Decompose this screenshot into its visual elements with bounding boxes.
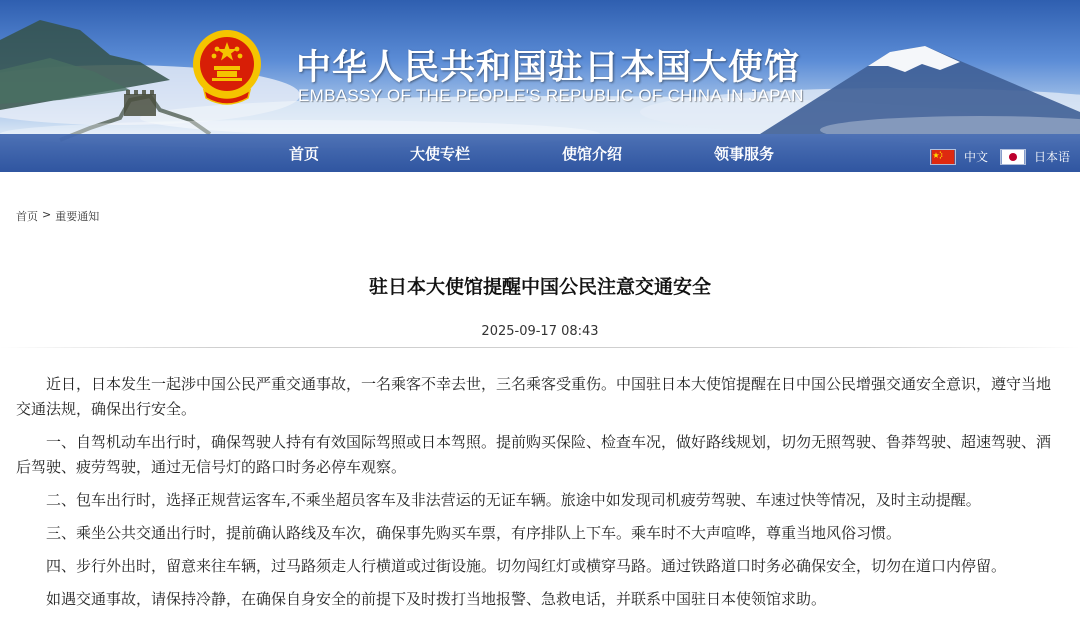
article-paragraph: 一、自驾机动车出行时，确保驾驶人持有有效国际驾照或日本驾照。提前购买保险、检查车况，做好路线规划，切勿无照驾驶、鲁莽驾驶、超速驾驶、酒后驾驶、疲劳驾驶，通过无信号灯的路口时务必停车观察。 [16, 433, 1052, 476]
national-emblem-icon [190, 28, 264, 108]
breadcrumb [16, 208, 99, 224]
embassy-title-cn: 中华人民共和国驻日本国大使馆 [296, 48, 801, 88]
breadcrumb-home-link[interactable]: 首页 [16, 210, 38, 223]
article-paragraph: 二、包车出行时，选择正规营运客车,不乘坐超员客车及非法营运的无证车辆。旅途中如发现司机疲劳驾驶、车速过快等情况，及时主动提醒。 [46, 491, 981, 509]
breadcrumb-current-link[interactable]: 重要通知 [55, 210, 100, 223]
article-paragraph: 四、步行外出时，留意来往车辆，过马路须走人行横道或过街设施。切勿闯红灯或横穿马路。通过铁路道口时务必确保安全，切勿在道口内停留。 [46, 557, 1007, 575]
article-title: 驻日本大使馆提醒中国公民注意交通安全 [368, 276, 711, 298]
site-header [0, 0, 1080, 172]
lang-japanese[interactable] [1000, 148, 1070, 165]
article-paragraph: 三、乘坐公共交通出行时，提前确认路线及车次，确保事先购买车票，有序排队上下车。乘车时不大声喧哗，尊重当地风俗习惯。 [46, 524, 902, 542]
article-date: 2025-09-17 08:43 [481, 324, 599, 339]
nav-item-home[interactable]: 首页 [289, 145, 320, 163]
nav-item-consular-services[interactable]: 领事服务 [714, 145, 775, 163]
article-paragraph: 如遇交通事故，请保持冷静，在确保自身安全的前提下及时拨打当地报警、急救电话，并联系中国驻日本使领馆求助。 [46, 590, 827, 608]
lang-japanese-label: 日本语 [1034, 150, 1071, 164]
japan-flag-icon [1000, 149, 1026, 165]
nav-item-ambassador-column[interactable]: 大使专栏 [410, 145, 471, 163]
article-paragraph: 近日，日本发生一起涉中国公民严重交通事故，一名乘客不幸去世，三名乘客受重伤。中国驻日本大使馆提醒在日中国公民增强交通安全意识，遵守当地交通法规，确保出行安全。 [16, 375, 1052, 418]
title-divider [0, 347, 1080, 348]
article-content [16, 372, 1064, 620]
nav-item-embassy-intro[interactable]: 使馆介绍 [562, 145, 623, 163]
main-nav-bar [0, 134, 1080, 172]
china-flag-icon [930, 149, 956, 165]
embassy-title-en: EMBASSY OF THE PEOPLE'S REPUBLIC OF CHINA IN JAPAN [298, 86, 804, 105]
breadcrumb-separator: > [42, 208, 52, 221]
lang-chinese[interactable] [930, 148, 988, 165]
lang-chinese-label: 中文 [964, 150, 989, 164]
